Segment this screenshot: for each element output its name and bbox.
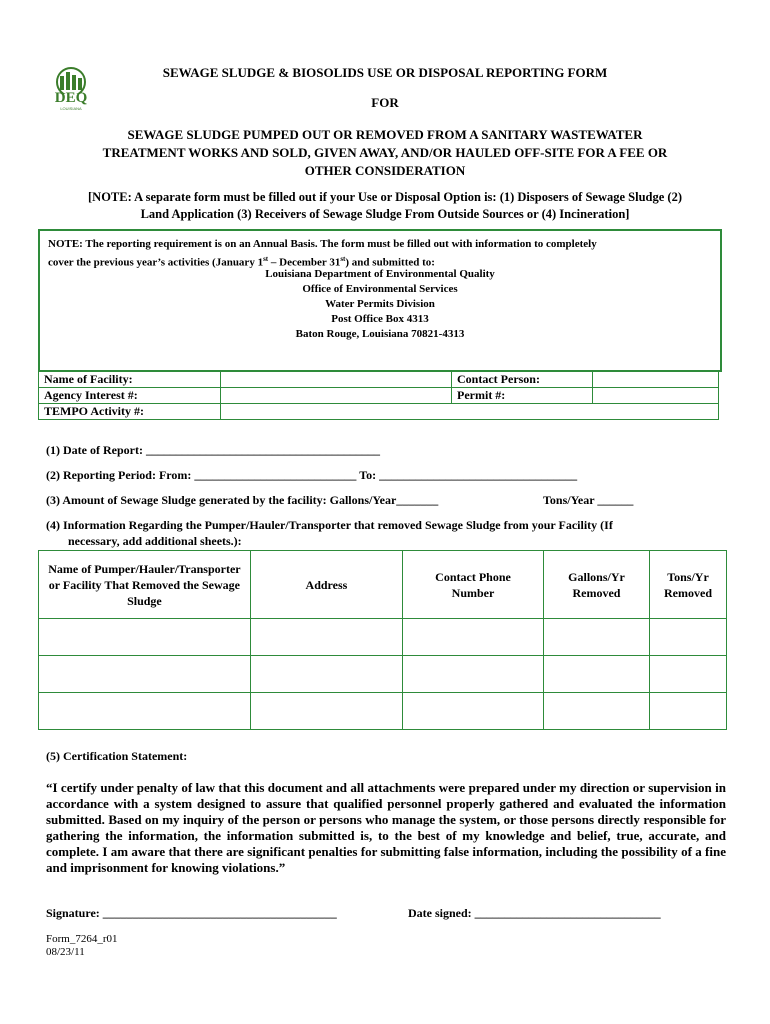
agency-interest-label: Agency Interest #: (39, 388, 221, 404)
option-note-line1: [NOTE: A separate form must be filled out if your Use or Disposal Option is: (1) Disposers of Sewage Sludge (2) (88, 190, 682, 204)
table-cell[interactable] (543, 693, 649, 730)
permit-field[interactable] (593, 388, 719, 404)
permit-label: Permit #: (452, 388, 593, 404)
form-title: SEWAGE SLUDGE & BIOSOLIDS USE OR DISPOSAL REPORTING FORM (162, 65, 608, 80)
form-subtitle: SEWAGE SLUDGE PUMPED OUT OR REMOVED FROM A SANITARY WASTEWATER TREATMENT WORKS AND SOLD, GIVEN AWAY, AND/OR HAULED OFF-SITE FOR A FEE OR OTHER CONSIDERATION (102, 127, 668, 178)
date-signed-line[interactable]: Date signed: _______________________________ (408, 906, 661, 920)
reporting-note-box (38, 229, 722, 372)
pumper-info-note: necessary, add additional sheets.): (68, 534, 242, 548)
pumper-info-heading: (4) Information Regarding the Pumper/Hauler/Transporter that removed Sewage Sludge from your Facility (If (46, 518, 613, 532)
option-note (50, 189, 720, 223)
table-cell[interactable] (403, 693, 544, 730)
signature-line[interactable]: Signature: _______________________________________ (46, 906, 337, 920)
form-number: Form_7264_r01 (46, 933, 118, 945)
reporting-period[interactable]: (2) Reporting Period: From: ___________________________ To: _________________________________ (46, 468, 578, 482)
logo-text: DEQ (54, 90, 88, 106)
reporting-note (48, 237, 708, 271)
column-header: Gallons/Yr Removed (543, 551, 649, 619)
tempo-activity-label: TEMPO Activity #: (39, 404, 221, 420)
column-header: Address (250, 551, 402, 619)
contact-person-field[interactable] (593, 372, 719, 388)
address-line: Post Office Box 4313 (331, 313, 429, 325)
column-header: Contact Phone Number (403, 551, 544, 619)
table-cell[interactable] (39, 619, 251, 656)
table-cell[interactable] (403, 656, 544, 693)
table-cell[interactable] (543, 656, 649, 693)
date-of-report[interactable]: (1) Date of Report: _______________________________________ (46, 443, 380, 457)
address-line: Water Permits Division (325, 298, 435, 310)
table-row (39, 619, 727, 656)
certification-heading: (5) Certification Statement: (46, 749, 188, 763)
certification-statement: “I certify under penalty of law that this document and all attachments were prepared under my direction or supervision in accordance with a system designed to assure that qualified personnel properly gathered and evaluated the information submitted. Based on my inquiry of the person or persons who manage the system, or those persons directly responsible for gathering the information, the information submitted is, to the best of my knowledge and belief, true, accurate, and complete. I am aware that there are significant penalties for submitting false information, including the possibility of a fine and imprisonment for knowing violations.” (46, 780, 726, 875)
facility-name-field[interactable] (221, 372, 452, 388)
table-cell[interactable] (650, 619, 727, 656)
table-cell[interactable] (543, 619, 649, 656)
table-cell[interactable] (39, 656, 251, 693)
logo-subtext: LOUISIANA (60, 106, 82, 111)
facility-name-label: Name of Facility: (39, 372, 221, 388)
option-note-line2: Land Application (3) Receivers of Sewage Sludge From Outside Sources or (4) Incineration] (140, 207, 630, 221)
pumper-table (38, 550, 727, 730)
reporting-note-line2: cover the previous year’s activities (January 1st – December 31st) and submitted to: (48, 255, 435, 269)
address-line: Louisiana Department of Environmental Quality (265, 268, 495, 280)
table-cell[interactable] (39, 693, 251, 730)
reporting-note-line1: NOTE: The reporting requirement is on an Annual Basis. The form must be filled out with information to completely (48, 238, 597, 250)
contact-person-label: Contact Person: (452, 372, 593, 388)
address-line: Office of Environmental Services (302, 283, 458, 295)
table-cell[interactable] (403, 619, 544, 656)
column-header: Tons/Yr Removed (650, 551, 727, 619)
form-date: 08/23/11 (46, 946, 85, 958)
table-row (39, 656, 727, 693)
table-row (39, 693, 727, 730)
form-title-for: FOR (371, 95, 399, 110)
address-line: Baton Rouge, Louisiana 70821-4313 (295, 328, 465, 340)
table-cell[interactable] (650, 656, 727, 693)
tempo-activity-field[interactable] (221, 404, 719, 420)
sludge-amount-gallons[interactable]: (3) Amount of Sewage Sludge generated by the facility: Gallons/Year_______ (46, 493, 439, 507)
table-cell[interactable] (250, 656, 402, 693)
table-cell[interactable] (250, 693, 402, 730)
table-cell[interactable] (250, 619, 402, 656)
table-cell[interactable] (650, 693, 727, 730)
facility-table (38, 371, 719, 420)
column-header: Name of Pumper/Hauler/Transporter or Facility That Removed the Sewage Sludge (39, 551, 251, 619)
agency-interest-field[interactable] (221, 388, 452, 404)
sludge-amount-tons[interactable]: Tons/Year ______ (543, 493, 634, 507)
